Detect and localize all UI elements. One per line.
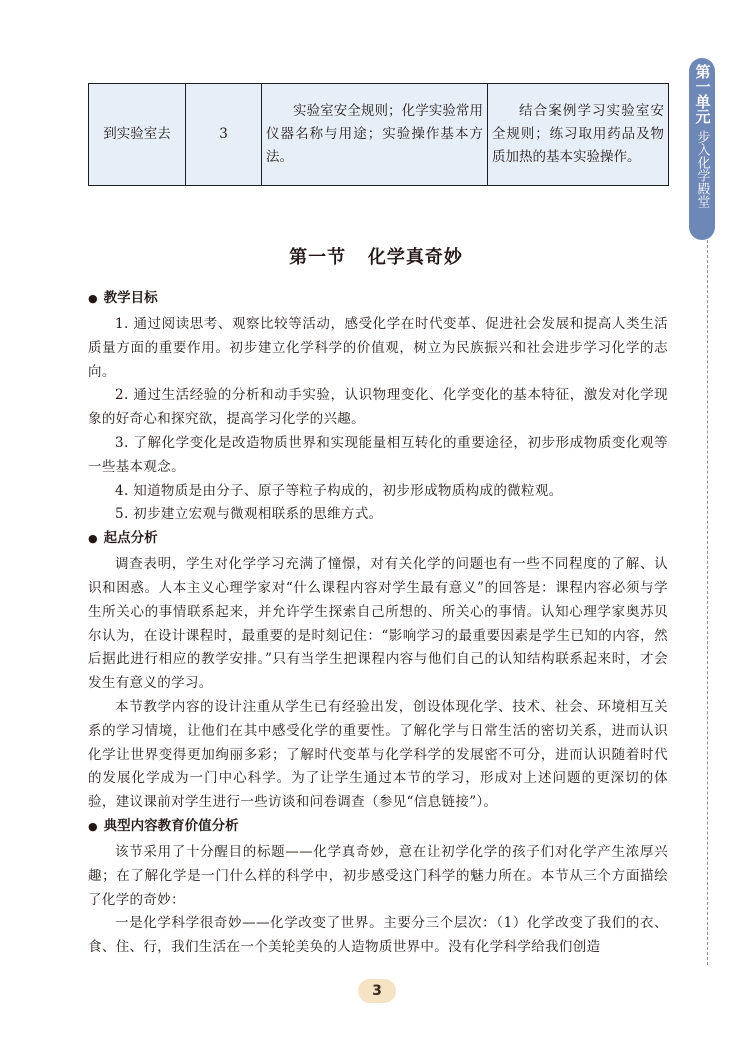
page-number: 3 — [358, 979, 396, 1003]
table-row — [89, 84, 669, 186]
section-heading: ● 典型内容教育价值分析 — [88, 817, 239, 834]
paragraph: 本节教学内容的设计注重从学生已有经验出发，创设体现化学、技术、社会、环境相互关系的学习情境，让他们在其中感受化学的重要性。了解化学与日常生活的密切关系，进而认识化学让世界变得更加绚丽多彩；了解时代变革与化学科学的发展密不可分，进而认识随着时代的发展化学成为一门中心科学。为了让学生通过本节的学习，形成对上述问题的更深切的体验，建议课前对学生进行一些访谈和问卷调查（参见“信息链接”）。 — [88, 698, 668, 811]
bullet-dot-icon: ● — [88, 292, 98, 305]
table-cell-hours: 3 — [186, 84, 262, 186]
side-tab-theme: 步入化学殿堂 — [694, 130, 710, 208]
side-dashed-line — [707, 240, 708, 965]
paragraph: 1. 通过阅读思考、观察比较等活动，感受化学在时代变革、促进社会发展和提高人类生活质量方面的重要作用。初步建立化学科学的价值观，树立为民族振兴和社会进步学习化学的志向。 — [88, 316, 668, 380]
paragraph: 5. 初步建立宏观与微观相联系的思维方式。 — [115, 506, 383, 523]
paragraph: 调查表明，学生对化学学习充满了憧憬，对有关化学的问题也有一些不同程度的了解、认识和困惑。人本主义心理学家对“什么课程内容对学生最有意义”的回答是：课程内容必须与学生所关心的事情联系起来，并允许学生探索自己所想的、所关心的事情。认知心理学家奥苏贝尔认为，在设计课程时，最重要的是时刻记住：“影响学习的最重要因素是学生已知的内容，然后据此进行相应的教学安排。”只有当学生把课程内容与他们自己的认知结构联系起来时，才会发生有意义的学习。 — [88, 556, 668, 692]
table-cell-content: 实验室安全规则；化学实验常用仪器名称与用途；实验操作基本方法。 — [262, 84, 488, 186]
paragraph: 2. 通过生活经验的分析和动手实验，认识物理变化、化学变化的基本特征，激发对化学现象的好奇心和探究欲，提高学习化学的兴趣。 — [88, 387, 668, 428]
page-title — [0, 243, 752, 269]
table-cell-name: 到实验室去 — [89, 84, 186, 186]
section-name: 化学真奇妙 — [367, 247, 463, 268]
paragraph: 该节采用了十分醒目的标题——化学真奇妙，意在让初学化学的孩子们对化学产生浓厚兴趣；在了解化学是一门什么样的科学中，初步感受这门科学的魅力所在。本节从三个方面描绘了化学的奇妙： — [88, 843, 668, 908]
course-outline-table — [88, 83, 669, 186]
chapter-side-tab — [689, 58, 715, 240]
side-tab-unit: 第一单元 — [693, 64, 712, 124]
bullet-dot-icon: ● — [88, 819, 98, 833]
paragraph: 一是化学科学很奇妙——化学改变了世界。主要分三个层次：（1）化学改变了我们的衣、食、住、行，我们生活在一个美轮美奂的人造物质世界中。没有化学科学给我们创造 — [88, 915, 668, 956]
bullet-dot-icon: ● — [88, 532, 98, 546]
table-cell-requirement: 结合案例学习实验室安全规则；练习取用药品及物质加热的基本实验操作。 — [488, 84, 669, 186]
paragraph: 4. 知道物质是由分子、原子等粒子构成的，初步形成物质构成的微粒观。 — [115, 482, 563, 499]
paragraph: 3. 了解化学变化是改造物质世界和实现能量相互转化的重要途径，初步形成物质变化观等一些基本观念。 — [88, 434, 668, 475]
section-heading: ● 教学目标 — [88, 290, 158, 306]
section-heading: ● 起点分析 — [88, 530, 158, 547]
section-number: 第一节 — [289, 247, 347, 268]
main-content — [88, 287, 668, 960]
